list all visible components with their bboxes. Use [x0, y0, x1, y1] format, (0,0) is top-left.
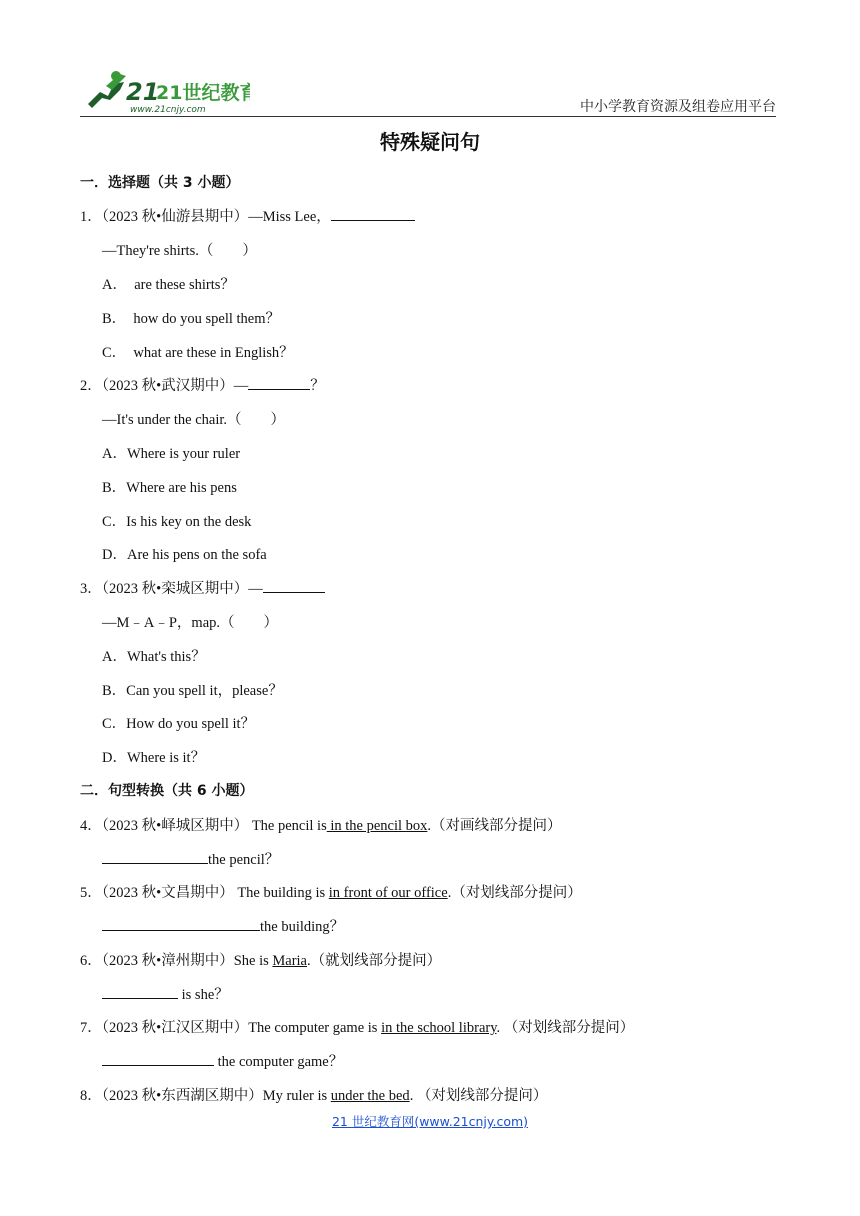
answer-blank[interactable] — [248, 375, 310, 390]
header-divider — [80, 116, 776, 117]
question-1-reply: —They're shirts.（ ） — [102, 243, 257, 259]
question-8-stem: 8．（2023 秋•东西湖区期中）My ruler is under the bed. （对划线部分提问） — [80, 1088, 548, 1104]
section-heading-transform: 二．句型转换（共 6 小题） — [80, 783, 254, 799]
option-2d[interactable]: D．Are his pens on the sofa — [102, 547, 267, 563]
option-3a[interactable]: A．What's this？ — [102, 649, 206, 665]
logo-text: 21世纪教育 — [156, 82, 250, 104]
answer-blank[interactable] — [263, 578, 325, 593]
question-4-answer: the pencil？ — [102, 848, 279, 869]
question-5-stem: 5．（2023 秋•文昌期中） The building is in front of our office.（对划线部分提问） — [80, 885, 582, 901]
question-4-stem: 4．（2023 秋•峄城区期中） The pencil is in the pencil box.（对画线部分提问） — [80, 818, 562, 834]
question-7-answer: the computer game？ — [102, 1050, 343, 1071]
answer-blank[interactable] — [102, 916, 260, 931]
svg-text:21: 21 — [126, 78, 160, 106]
footer-link[interactable]: 21 世纪教育网(www.21cnjy.com) — [331, 1114, 529, 1129]
option-2b[interactable]: B．Where are his pens — [102, 480, 237, 496]
answer-blank[interactable] — [102, 984, 178, 999]
platform-label: 中小学教育资源及组卷应用平台 — [580, 99, 776, 115]
option-3b[interactable]: B．Can you spell it，please？ — [102, 683, 283, 699]
question-5-answer: the building？ — [102, 915, 344, 936]
question-2-stem: 2．（2023 秋•武汉期中）— ？ — [80, 374, 325, 395]
option-1b[interactable]: B． how do you spell them？ — [102, 311, 281, 327]
question-3-reply: —M﹣A﹣P，map.（ ） — [102, 615, 279, 631]
option-1a[interactable]: A． are these shirts？ — [102, 277, 235, 293]
section-heading-choice: 一．选择题（共 3 小题） — [80, 175, 240, 191]
option-3d[interactable]: D．Where is it？ — [102, 750, 206, 766]
page-title: 特殊疑问句 — [380, 130, 480, 154]
option-2c[interactable]: C．Is his key on the desk — [102, 514, 252, 530]
footer — [0, 1112, 860, 1130]
question-7-stem: 7．（2023 秋•江汉区期中）The computer game is in the school library. （对划线部分提问） — [80, 1020, 635, 1036]
question-1-stem: 1．（2023 秋•仙游县期中）—Miss Lee， — [80, 205, 415, 226]
option-1c[interactable]: C． what are these in English？ — [102, 345, 294, 361]
option-2a[interactable]: A．Where is your ruler — [102, 446, 241, 462]
question-6-stem: 6．（2023 秋•漳州期中）She is Maria.（就划线部分提问） — [80, 953, 442, 969]
answer-blank[interactable] — [102, 849, 208, 864]
question-3-stem: 3．（2023 秋•栾城区期中）— — [80, 577, 325, 598]
logo — [80, 66, 250, 116]
answer-blank[interactable] — [102, 1051, 214, 1066]
question-2-reply: —It's under the chair.（ ） — [102, 412, 286, 428]
logo-url: www.21cnjy.com — [130, 105, 206, 115]
answer-blank[interactable] — [331, 206, 415, 221]
option-3c[interactable]: C．How do you spell it？ — [102, 716, 256, 732]
question-6-answer: is she？ — [102, 983, 229, 1004]
runner-logo-icon — [80, 66, 250, 116]
